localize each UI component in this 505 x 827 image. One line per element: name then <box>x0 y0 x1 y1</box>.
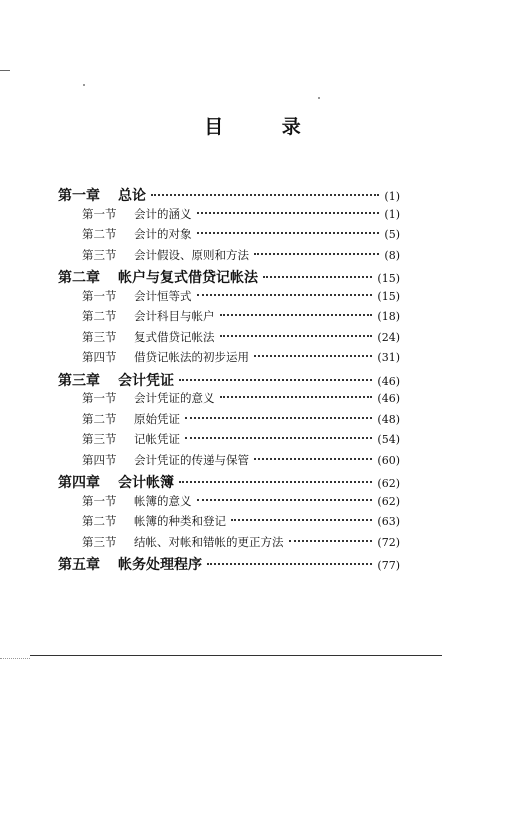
chapter-title: 会计帐簿 <box>118 475 174 491</box>
section-number: 第三节 <box>82 534 117 549</box>
dot-leader <box>197 294 373 296</box>
toc-section-row <box>58 513 400 534</box>
toc-section-row <box>58 288 400 309</box>
dot-leader <box>254 355 372 357</box>
toc-chapter-row <box>58 472 400 493</box>
toc-chapter-row <box>58 554 400 575</box>
dot-leader <box>220 396 373 398</box>
dot-leader <box>289 540 373 542</box>
page-number: (62) <box>377 494 400 508</box>
scan-speck <box>318 97 320 99</box>
toc-chapter-row <box>58 185 400 206</box>
page-title: 目 录 <box>204 116 327 138</box>
section-number: 第四节 <box>82 350 117 364</box>
dot-leader <box>197 499 373 501</box>
page-number: (63) <box>377 515 400 528</box>
section-number: 第一节 <box>82 391 117 405</box>
chapter-title: 帐户与复式借贷记帐法 <box>118 270 258 286</box>
page-number: (62) <box>377 477 400 490</box>
page-number: (54) <box>377 433 400 446</box>
page-number: (18) <box>377 310 400 323</box>
page-number: (5) <box>384 228 400 241</box>
chapter-title: 帐务处理程序 <box>118 557 202 573</box>
section-number: 第三节 <box>82 247 117 262</box>
dot-leader <box>220 314 373 316</box>
section-title: 帐簿的意义 <box>134 493 192 508</box>
dot-leader <box>207 563 372 565</box>
section-number: 第四节 <box>82 452 117 467</box>
chapter-title: 会计凭证 <box>118 372 174 389</box>
page-number: (15) <box>377 272 400 285</box>
scan-speck <box>83 84 85 86</box>
toc-section-row <box>58 206 400 227</box>
section-title: 会计凭证的传递与保管 <box>134 452 249 467</box>
page-number: (77) <box>377 559 400 572</box>
page-number: (48) <box>377 412 400 426</box>
scan-edge-mark <box>0 70 10 71</box>
table-of-contents <box>58 185 400 575</box>
toc-section-row <box>58 329 400 350</box>
dot-leader <box>254 253 379 255</box>
toc-section-row <box>58 534 400 555</box>
chapter-title: 总论 <box>118 188 146 204</box>
dot-leader <box>220 335 373 337</box>
section-title: 会计科目与帐户 <box>134 309 215 323</box>
dot-leader <box>263 276 372 278</box>
section-title: 会计恒等式 <box>134 288 192 303</box>
page-number: (60) <box>377 453 400 467</box>
section-number: 第三节 <box>82 432 117 446</box>
page-number: (1) <box>384 207 400 221</box>
section-title: 会计假设、原则和方法 <box>134 247 249 262</box>
toc-section-row <box>58 349 400 370</box>
dot-leader <box>197 232 380 234</box>
section-number: 第一节 <box>82 288 117 303</box>
toc-section-row <box>58 226 400 247</box>
chapter-number: 第三章 <box>58 372 100 389</box>
page-number: (24) <box>377 330 400 344</box>
section-number: 第三节 <box>82 329 117 344</box>
bottom-rule <box>30 655 442 656</box>
section-title: 借贷记帐法的初步运用 <box>134 350 249 364</box>
section-title: 帐簿的种类和登记 <box>134 514 226 528</box>
page-number: (72) <box>377 535 400 549</box>
bottom-rule-faint <box>0 658 30 659</box>
toc-section-row <box>58 411 400 432</box>
section-number: 第一节 <box>82 206 117 221</box>
section-title: 原始凭证 <box>134 411 180 426</box>
section-title: 复式借贷记帐法 <box>134 329 215 344</box>
toc-section-row <box>58 493 400 514</box>
page-number: (46) <box>377 374 400 388</box>
chapter-number: 第一章 <box>58 188 100 204</box>
section-number: 第二节 <box>82 227 117 241</box>
section-title: 会计的对象 <box>134 227 192 241</box>
dot-leader <box>197 212 380 214</box>
toc-section-row <box>58 308 400 329</box>
toc-section-row <box>58 452 400 473</box>
section-number: 第二节 <box>82 411 117 426</box>
dot-leader <box>185 437 372 439</box>
section-number: 第一节 <box>82 493 117 508</box>
toc-section-row <box>58 431 400 452</box>
chapter-number: 第五章 <box>58 557 100 573</box>
section-title: 会计的涵义 <box>134 206 192 221</box>
dot-leader <box>231 519 372 521</box>
page-number: (31) <box>377 351 400 364</box>
page-number: (15) <box>377 289 400 303</box>
section-number: 第二节 <box>82 514 117 528</box>
chapter-number: 第二章 <box>58 270 100 286</box>
dot-leader <box>151 194 379 196</box>
section-title: 会计凭证的意义 <box>134 391 215 405</box>
page-number: (8) <box>384 248 400 262</box>
toc-section-row <box>58 390 400 411</box>
toc-chapter-row <box>58 267 400 288</box>
page-number: (46) <box>377 392 400 405</box>
page-number: (1) <box>384 190 400 203</box>
dot-leader <box>179 481 372 483</box>
dot-leader <box>254 458 372 460</box>
chapter-number: 第四章 <box>58 475 100 491</box>
section-title: 结帐、对帐和错帐的更正方法 <box>134 534 284 549</box>
toc-chapter-row <box>58 370 400 391</box>
section-number: 第二节 <box>82 309 117 323</box>
toc-section-row <box>58 247 400 268</box>
dot-leader <box>185 417 372 419</box>
section-title: 记帐凭证 <box>134 432 180 446</box>
dot-leader <box>179 379 372 381</box>
